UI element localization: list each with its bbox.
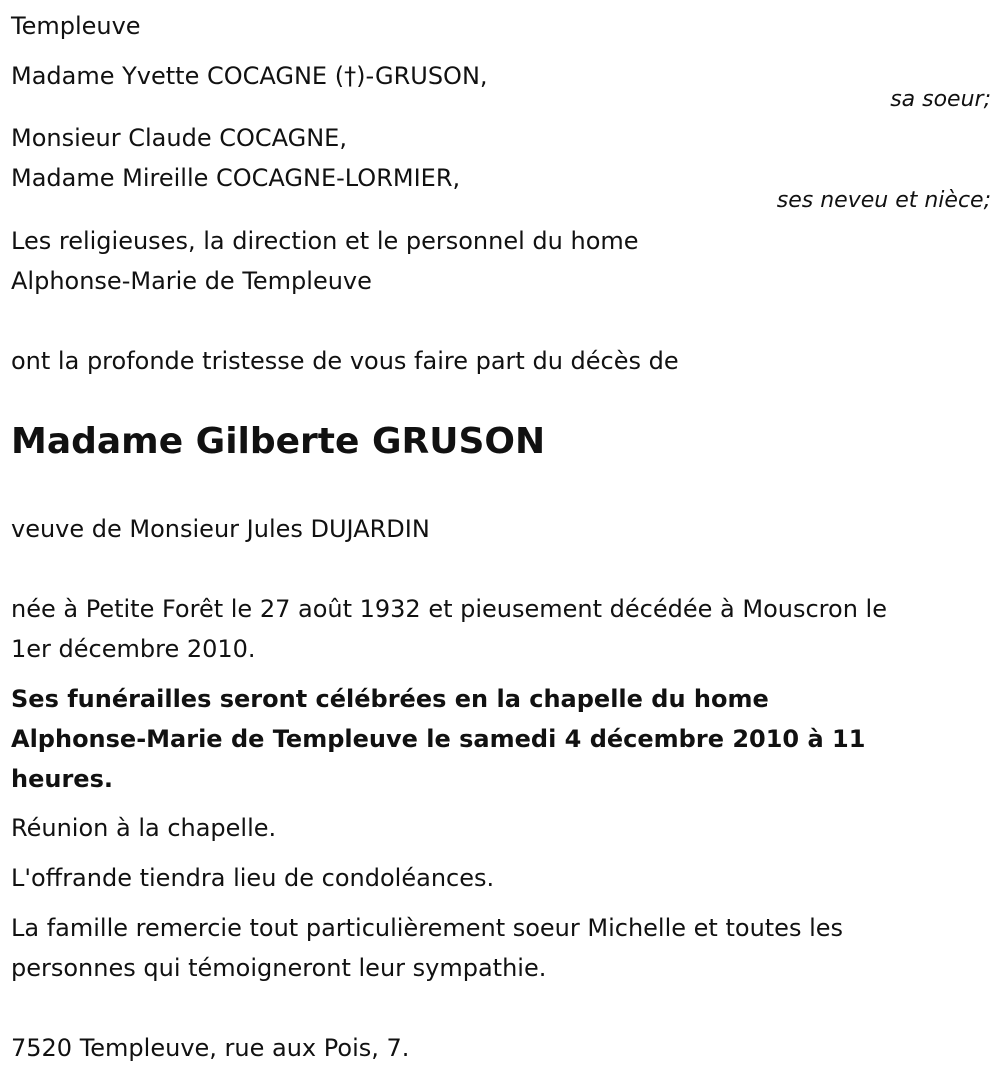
birth-death-line-2: 1er décembre 2010. <box>11 635 256 663</box>
home-staff-line-1: Les religieuses, la direction et le personnel du home <box>11 227 639 255</box>
thanks-line-1: La famille remercie tout particulièrement soeur Michelle et toutes les <box>11 914 844 942</box>
birth-death-line-1: née à Petite Forêt le 27 août 1932 et pieusement décédée à Mouscron le <box>11 595 887 623</box>
deceased-name: Madame Gilberte GRUSON <box>11 421 546 462</box>
sister-name: Madame Yvette COCAGNE (†)-GRUSON, <box>11 62 488 90</box>
address-text: 7520 Templeuve, rue aux Pois, 7. <box>11 1034 410 1062</box>
niece-name: Madame Mireille COCAGNE-LORMIER, <box>11 164 461 192</box>
announcement-text: ont la profonde tristesse de vous faire part du décès de <box>11 347 679 375</box>
offering-text: L'offrande tiendra lieu de condoléances. <box>11 864 495 892</box>
funeral-line-3: heures. <box>11 765 113 793</box>
funeral-line-1: Ses funérailles seront célébrées en la chapelle du home <box>11 685 769 713</box>
meeting-text: Réunion à la chapelle. <box>11 814 277 842</box>
funeral-line-2: Alphonse-Marie de Templeuve le samedi 4 décembre 2010 à 11 <box>11 725 866 753</box>
sister-relation: sa soeur; <box>890 87 991 112</box>
place-heading: Templeuve <box>11 12 141 40</box>
nephew-name: Monsieur Claude COCAGNE, <box>11 124 347 152</box>
nephew-niece-relation: ses neveu et nièce; <box>776 188 991 213</box>
thanks-line-2: personnes qui témoigneront leur sympathie. <box>11 954 547 982</box>
widow-of-text: veuve de Monsieur Jules DUJARDIN <box>11 515 430 543</box>
home-staff-line-2: Alphonse-Marie de Templeuve <box>11 267 372 295</box>
